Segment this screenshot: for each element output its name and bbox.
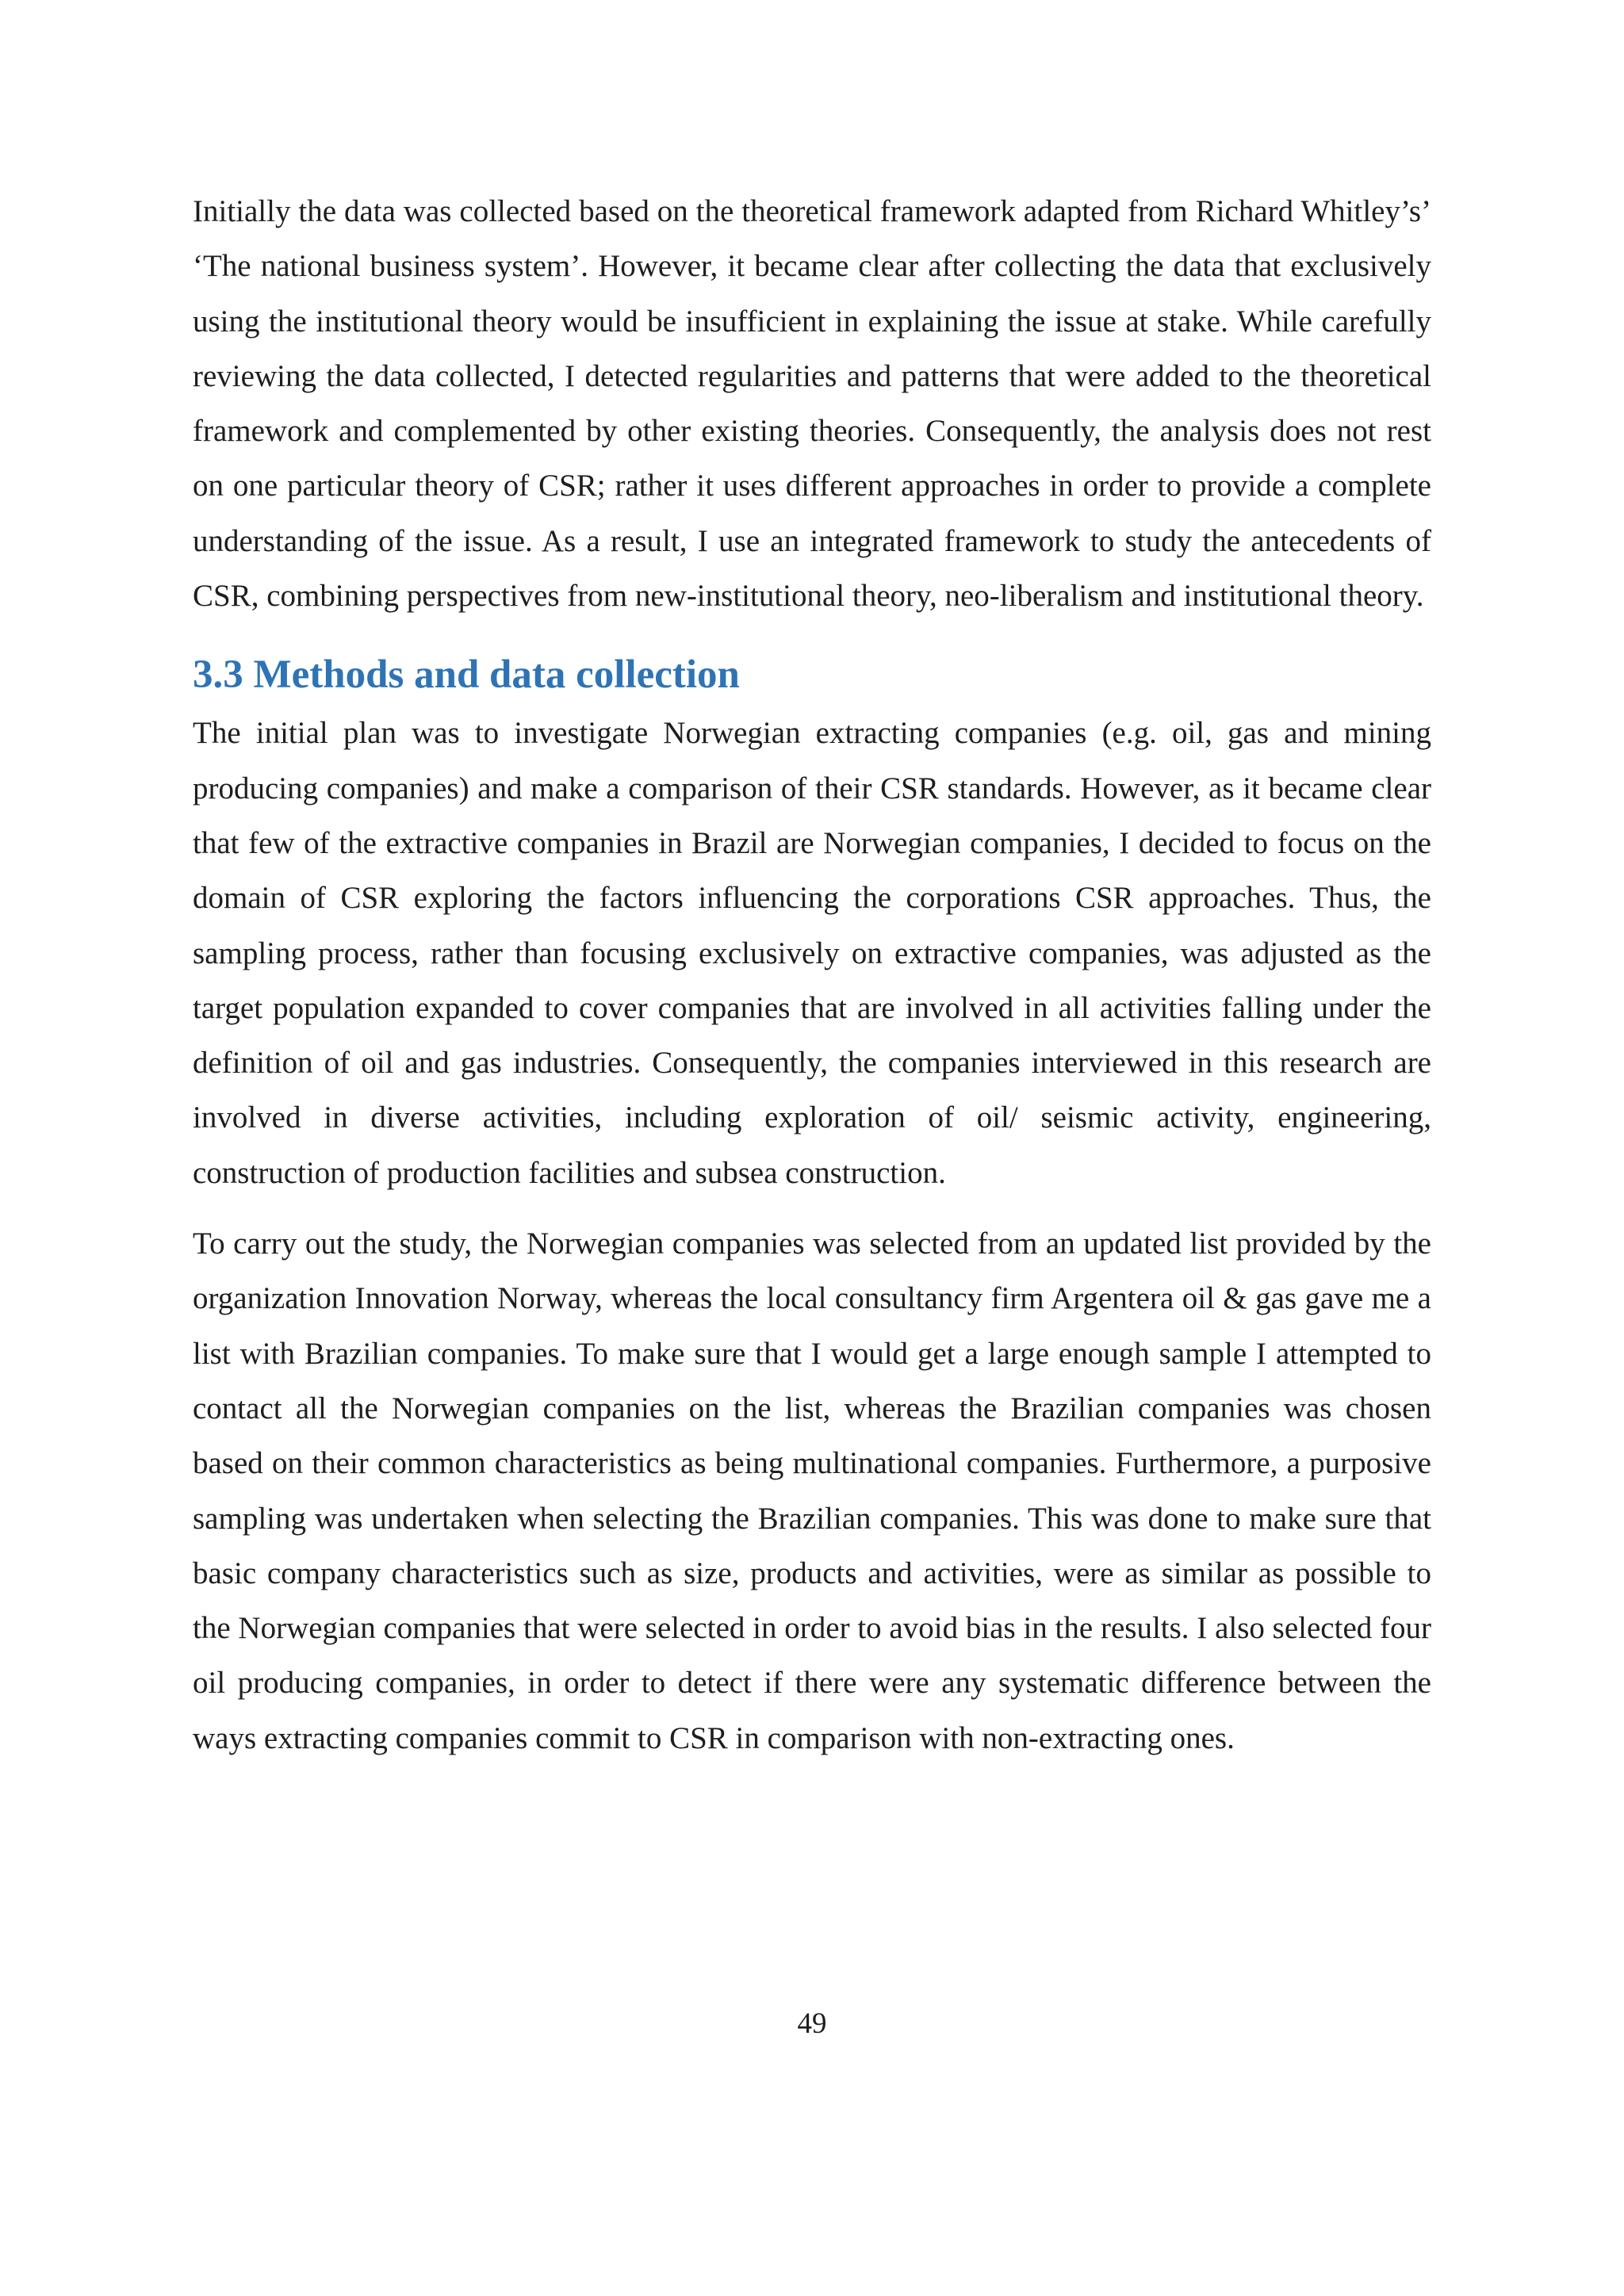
section-heading: 3.3 Methods and data collection	[193, 652, 740, 698]
page-number: 49	[797, 2007, 827, 2040]
methods-paragraph-1: The initial plan was to investigate Norwegian extracting companies (e.g. oil, gas and mining producing companies) and make a comparison of their CSR standards. However, as it became clear that few of the extractive companies in Brazil are Norwegian companies, I decided to focus on the domain of CSR exploring the factors influencing the corporations CSR approaches. Thus, the sampling process, rather than focusing exclusively on extractive companies, was adjusted as the target population expanded to cover companies that are involved in all activities falling under the definition of oil and gas industries. Consequently, the companies interviewed in this research are involved in diverse activities, including exploration of oil/ seismic activity, engineering, construction of production facilities and subsea construction.	[193, 716, 1431, 1190]
page-body	[193, 184, 1431, 1766]
intro-paragraph: Initially the data was collected based on the theoretical framework adapted from Richard Whitley’s’ ‘The national business system’. However, it became clear after collecting the data that exclusively using the institutional theory would be insufficient in explaining the issue at stake. While carefully reviewing the data collected, I detected regularities and patterns that were added to the theoretical framework and complemented by other existing theories. Consequently, the analysis does not rest on one particular theory of CSR; rather it uses different approaches in order to provide a complete understanding of the issue. As a result, I use an integrated framework to study the antecedents of CSR, combining perspectives from new-institutional theory, neo-liberalism and institutional theory.	[193, 194, 1431, 614]
methods-paragraph-2: To carry out the study, the Norwegian companies was selected from an updated list provided by the organization Innovation Norway, whereas the local consultancy firm Argentera oil & gas gave me a list with Brazilian companies. To make sure that I would get a large enough sample I attempted to contact all the Norwegian companies on the list, whereas the Brazilian companies was chosen based on their common characteristics as being multinational companies. Furthermore, a purposive sampling was undertaken when selecting the Brazilian companies. This was done to make sure that basic company characteristics such as size, products and activities, were as similar as possible to the Norwegian companies that were selected in order to avoid bias in the results. I also selected four oil producing companies, in order to detect if there were any systematic difference between the ways extracting companies commit to CSR in comparison with non-extracting ones.	[193, 1226, 1431, 1755]
